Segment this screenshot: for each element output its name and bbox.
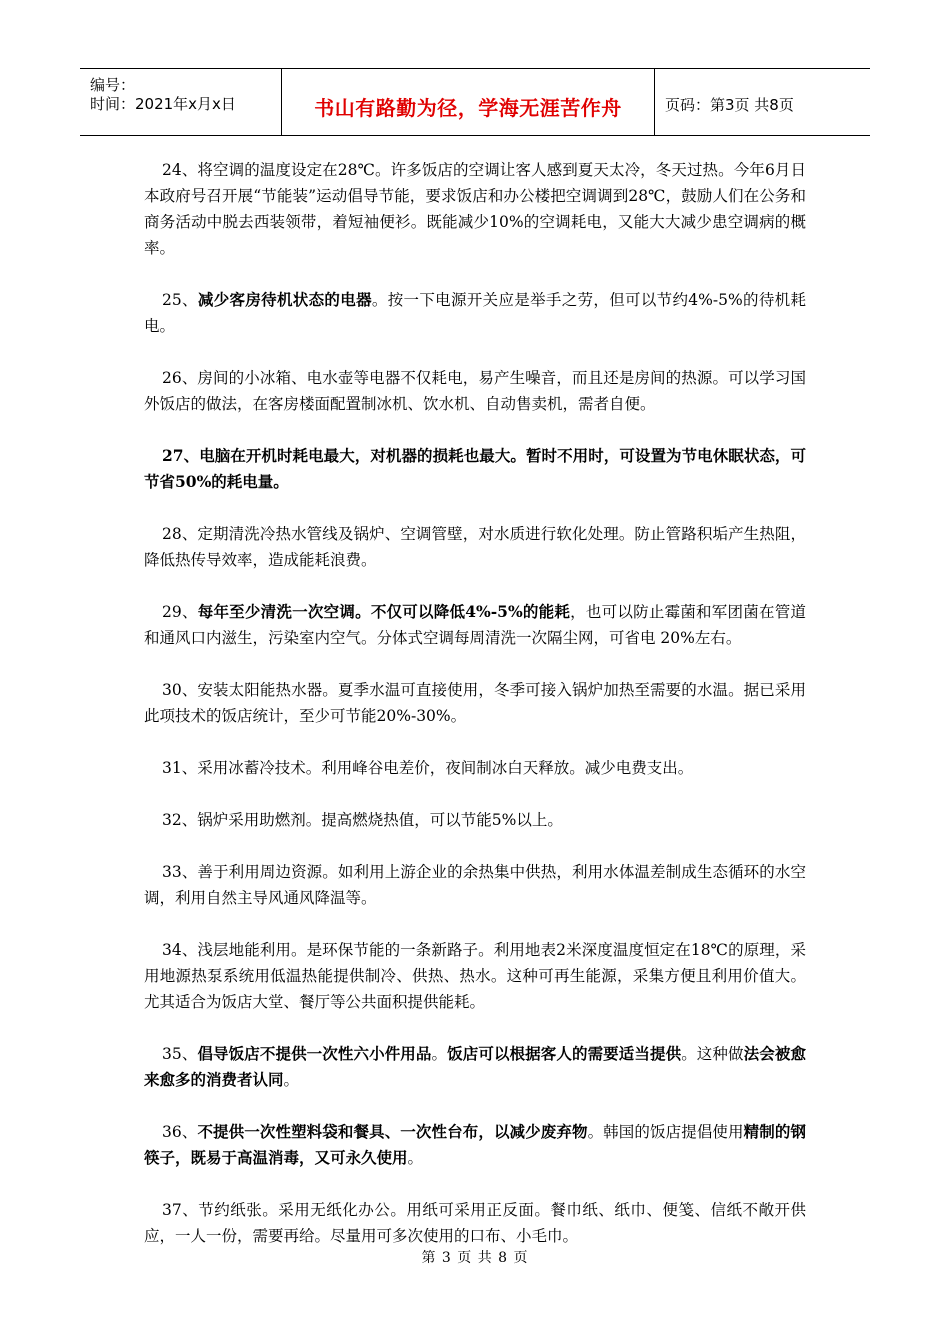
page-header [80,68,870,136]
header-info-cell [80,69,282,135]
text-segment: 34、浅层地能利用。是环保节能的一条新路子。利用地表2米深度温度恒定在18℃的原理，采用地源热泵系统用低温热能提供制冷、供热、热水。这种可再生能源，采集方便且利用价值大。尤其适合为饭店大堂、餐厅等公共面积提供能耗。 [144,941,806,1011]
text-segment: 。韩国的饭店提倡使用 [587,1123,744,1141]
bold-text-segment: 饭店可以根据客人的需要适当提供 [447,1044,682,1063]
text-segment: 31、采用冰蓄冷技术。利用峰谷电差价，夜间制冰白天释放。减少电费支出。 [162,759,694,777]
doc-number-label: 编号： [90,76,136,94]
paragraph [144,859,806,911]
text-segment: 36、 [162,1123,198,1141]
text-segment: ，也可以防止霉菌和军团菌在管道和通风口内滋生，污染室内空气。分体式空调每周清洗一次隔尘网，可省电 20%左右。 [144,603,806,647]
text-segment: 。 [431,1045,448,1063]
text-segment: 33、善于利用周边资源。如利用上游企业的余热集中供热，利用水体温差制成生态循环的水空调，利用自然主导风通风降温等。 [144,863,806,907]
header-slogan: 书山有路勤为径，学海无涯苦作舟 [314,96,622,120]
paragraph [144,599,806,651]
paragraph [144,807,806,833]
paragraph [144,1197,806,1249]
bold-text-segment: 减少客房待机状态的电器 [197,290,372,309]
paragraph [144,755,806,781]
paragraph [144,287,806,339]
text-segment: 28、定期清洗冷热水管线及锅炉、空调管壁，对水质进行软化处理。防止管路积垢产生热阻，降低热传导效率，造成能耗浪费。 [144,525,806,569]
page-footer: 第 3 页 共 8 页 [421,1250,529,1266]
bold-text-segment: 每年至少清洗一次空调。不仅可以降低4%-5%的能耗 [197,602,571,621]
text-segment: 37、节约纸张。采用无纸化办公。用纸可采用正反面。餐巾纸、纸巾、便笺、信纸不敞开供应，一人一份，需要再给。尽量用可多次使用的口布、小毛巾。 [144,1201,806,1245]
header-page-cell [655,69,870,135]
text-segment: 24、将空调的温度设定在28℃。许多饭店的空调让客人感到夏天太冷，冬天过热。今年6月日本政府号召开展“节能装”运动倡导节能，要求饭店和办公楼把空调调到28℃，鼓励人们在公务和商务活动中脱去西装领带，着短袖便衫。既能减少10%的空调耗电，又能大大减少患空调病的概率。 [144,161,806,257]
bold-text-segment: 不提供一次性塑料袋和餐具、一次性台布，以减少废弃物 [197,1122,588,1141]
text-segment: 。 [283,1071,300,1089]
header-slogan-cell [282,69,655,135]
header-page-code: 页码：第3页 共8页 [665,96,794,114]
paragraph [144,365,806,417]
paragraph [144,521,806,573]
text-segment: 29、 [162,603,198,621]
bold-text-segment: 精制的钢筷子，既易于高温消毒，又可永久使用 [144,1122,806,1167]
text-segment: 30、安装太阳能热水器。夏季水温可直接使用，冬季可接入锅炉加热至需要的水温。据已采用此项技术的饭店统计，至少可节能20%-30%。 [144,681,806,725]
text-segment: 。按一下电源开关应是举手之劳，但可以节约4%-5%的待机耗电。 [144,291,806,335]
text-segment: 。 [407,1149,424,1167]
bold-text-segment: 倡导饭店不提供一次性六小件用品 [197,1044,432,1063]
text-segment: 32、锅炉采用助燃剂。提高燃烧热值，可以节能5%以上。 [162,811,563,829]
text-segment: 25、 [162,291,198,309]
text-segment: 35、 [162,1045,198,1063]
document-body [144,157,806,1275]
bold-text-segment: 法会被愈来愈多的消费者认同 [144,1044,806,1089]
bold-text-segment: 27、电脑在开机时耗电最大，对机器的损耗也最大。暂时不用时，可设置为节电休眠状态，可节省50%的耗电量。 [144,446,806,491]
text-segment: 26、房间的小冰箱、电水壶等电器不仅耗电，易产生噪音，而且还是房间的热源。可以学习国外饭店的做法，在客房楼面配置制冰机、饮水机、自动售卖机，需者自便。 [144,369,806,413]
doc-date-label: 时间：2021年x月x日 [90,95,236,113]
text-segment: 。这种做 [681,1045,744,1063]
paragraph [144,937,806,1015]
paragraph [144,677,806,729]
paragraph [144,443,806,495]
paragraph [144,157,806,261]
paragraph [144,1119,806,1171]
paragraph [144,1041,806,1093]
